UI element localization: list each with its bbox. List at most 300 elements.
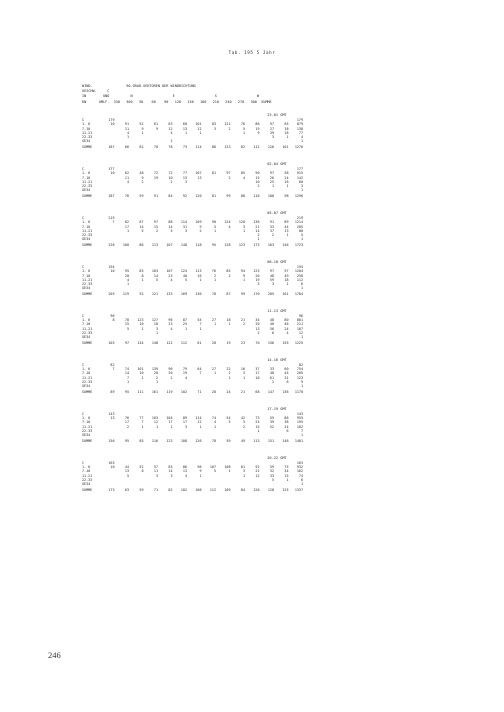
table-cell: 108 bbox=[267, 194, 274, 199]
table-cell: 9 bbox=[155, 126, 158, 131]
table-cell: 14 bbox=[168, 469, 173, 474]
table-cell bbox=[202, 286, 217, 290]
time-block bbox=[82, 355, 442, 394]
table-cell: 1 bbox=[300, 237, 303, 242]
table-cell bbox=[158, 286, 173, 290]
table-cell: 34 bbox=[284, 469, 289, 474]
table-cell: 2 bbox=[271, 380, 274, 385]
table-cell: 12 bbox=[197, 126, 202, 131]
table-cell: 61 bbox=[269, 375, 274, 380]
row-label: SUMME bbox=[82, 145, 93, 150]
table-cell: 82 bbox=[110, 362, 115, 367]
table-cell: 70 bbox=[153, 145, 158, 150]
table-cell: 128 bbox=[267, 487, 274, 492]
table-cell: 21 bbox=[240, 318, 245, 323]
table-cell: 61 bbox=[153, 122, 158, 127]
table-cell: 74 bbox=[124, 367, 129, 372]
table-cell: 86 bbox=[139, 243, 144, 248]
table-cell: 97 bbox=[269, 122, 274, 127]
table-cell: 74 bbox=[211, 416, 216, 421]
table-cell: 4 bbox=[170, 277, 173, 282]
table-cell: 17 bbox=[124, 420, 129, 425]
table-cell: 7 bbox=[300, 429, 303, 433]
table-cell: 136 bbox=[253, 220, 260, 225]
row-label: C bbox=[82, 215, 85, 220]
time-block-title: 02-04 GMT bbox=[267, 161, 287, 166]
table-cell: 77 bbox=[139, 416, 144, 421]
table-cell: 31 bbox=[284, 375, 289, 380]
table-cell: 4 bbox=[213, 420, 216, 425]
table-cell: 92 bbox=[182, 194, 187, 199]
table-cell: 38 bbox=[284, 420, 289, 425]
table-cell bbox=[202, 335, 217, 339]
table-cell bbox=[231, 237, 246, 241]
table-cell: 19 bbox=[255, 126, 260, 131]
table-cell: 4 bbox=[170, 130, 173, 135]
table-cell bbox=[274, 286, 289, 290]
table-cell: 1 bbox=[141, 375, 144, 380]
table-cell: 21 bbox=[255, 224, 260, 229]
table-cell: 4 bbox=[126, 277, 129, 282]
table-cell: 1723 bbox=[294, 243, 303, 248]
table-cell: 126 bbox=[267, 145, 274, 150]
table-cell: 250 bbox=[296, 273, 303, 278]
table-cell: 2 bbox=[228, 273, 231, 278]
table-cell: 1276 bbox=[294, 145, 303, 150]
table-cell: 6 bbox=[300, 477, 303, 482]
table-row bbox=[82, 384, 442, 388]
table-cell: 5 bbox=[155, 277, 158, 282]
table-cell: 113 bbox=[195, 269, 202, 274]
table-cell: 1 bbox=[300, 335, 303, 340]
table-cell: 85 bbox=[226, 269, 231, 274]
table-cell: 109 bbox=[195, 220, 202, 225]
row-label: GE34 bbox=[82, 139, 91, 144]
table-cell bbox=[231, 433, 246, 437]
table-cell bbox=[129, 188, 144, 192]
table-cell: 146 bbox=[282, 243, 289, 248]
table-cell: 3 bbox=[155, 473, 158, 478]
table-cell: 4 bbox=[170, 326, 173, 331]
table-cell: 96 bbox=[197, 465, 202, 470]
table-cell bbox=[260, 237, 275, 241]
table-cell: 102 bbox=[180, 487, 187, 492]
table-cell: 1 bbox=[141, 277, 144, 282]
table-cell: 109 bbox=[224, 487, 231, 492]
table-cell bbox=[216, 286, 231, 290]
table-cell: 4 bbox=[286, 331, 289, 336]
table-cell bbox=[129, 335, 144, 339]
row-label: C bbox=[82, 411, 85, 416]
table-cell: 124 bbox=[224, 220, 231, 225]
row-label: 22-33 bbox=[82, 331, 93, 336]
table-cell: 18 bbox=[284, 277, 289, 282]
table-cell: 2 bbox=[228, 126, 231, 131]
table-cell: 62 bbox=[139, 145, 144, 150]
table-cell: 59 bbox=[139, 194, 144, 199]
table-cell: 879 bbox=[296, 122, 303, 127]
table-cell: 170 bbox=[253, 292, 260, 297]
table-cell: 108 bbox=[224, 465, 231, 470]
table-cell: 205 bbox=[267, 292, 274, 297]
table-cell: 1 bbox=[213, 371, 216, 376]
row-label: 11-21 bbox=[82, 277, 93, 282]
table-cell: 60 bbox=[298, 179, 303, 184]
table-cell: 1 bbox=[155, 424, 158, 429]
table-cell bbox=[216, 482, 231, 486]
table-cell bbox=[144, 384, 159, 388]
table-cell: 96 bbox=[298, 313, 303, 318]
table-cell: 139 bbox=[151, 367, 158, 372]
table-cell: 89 bbox=[110, 390, 115, 395]
table-cell: 1 bbox=[184, 326, 187, 331]
table-cell: 19 bbox=[182, 371, 187, 376]
table-cell bbox=[202, 482, 217, 486]
table-cell: 6 bbox=[271, 331, 274, 336]
table-cell bbox=[100, 286, 115, 290]
table-cell: 103 bbox=[108, 341, 115, 346]
table-cell: 1 bbox=[213, 277, 216, 282]
table-cell bbox=[202, 139, 217, 143]
table-cell: 9 bbox=[300, 380, 303, 385]
table-cell: 63 bbox=[168, 122, 173, 127]
table-cell: 24 bbox=[284, 424, 289, 429]
table-cell: 136 bbox=[282, 390, 289, 395]
table-cell: 128 bbox=[224, 243, 231, 248]
table-cell bbox=[115, 286, 130, 290]
row-label: SUMME bbox=[82, 341, 93, 346]
table-cell bbox=[158, 384, 173, 388]
table-cell: 11 bbox=[153, 469, 158, 474]
table-cell bbox=[173, 433, 188, 437]
row-label: GE34 bbox=[82, 237, 91, 242]
table-cell: 88 bbox=[168, 220, 173, 225]
table-cell: 173 bbox=[108, 487, 115, 492]
table-cell bbox=[129, 433, 144, 437]
table-cell: 88 bbox=[240, 194, 245, 199]
table-cell: 9 bbox=[242, 273, 245, 278]
table-cell: 48 bbox=[269, 371, 274, 376]
table-cell: 37 bbox=[255, 367, 260, 372]
table-cell: 92 bbox=[139, 292, 144, 297]
table-cell: 7 bbox=[141, 420, 144, 425]
table-cell: 169 bbox=[180, 292, 187, 297]
table-cell: 65 bbox=[284, 122, 289, 127]
table-cell: 754 bbox=[296, 367, 303, 372]
table-cell: 1 bbox=[170, 139, 173, 144]
table-cell: 120 bbox=[238, 220, 245, 225]
block-spacer bbox=[82, 247, 442, 257]
page-number: 246 bbox=[48, 650, 61, 660]
table-cell: 114 bbox=[195, 145, 202, 150]
table-cell: 203 bbox=[108, 292, 115, 297]
table-cell: 111 bbox=[137, 390, 144, 395]
table-cell bbox=[158, 335, 173, 339]
table-cell: 1 bbox=[126, 282, 129, 287]
table-cell: 113 bbox=[151, 243, 158, 248]
table-cell bbox=[115, 482, 130, 486]
table-cell bbox=[100, 335, 115, 339]
table-cell: 1170 bbox=[294, 390, 303, 395]
table-cell: 71 bbox=[153, 487, 158, 492]
table-cell: 3 bbox=[271, 135, 274, 140]
block-spacer bbox=[82, 198, 442, 208]
table-cell: 48 bbox=[269, 318, 274, 323]
row-label: GE34 bbox=[82, 433, 91, 438]
table-cell: 10 bbox=[110, 465, 115, 470]
table-cell: 33 bbox=[269, 224, 274, 229]
row-label: 7-10 bbox=[82, 420, 91, 425]
table-row bbox=[82, 335, 442, 339]
table-cell: 80 bbox=[298, 228, 303, 233]
table-cell bbox=[129, 286, 144, 290]
row-label: 11-21 bbox=[82, 228, 93, 233]
table-cell: 161 bbox=[151, 390, 158, 395]
table-cell: 4 bbox=[228, 224, 231, 229]
table-cell: 71 bbox=[197, 390, 202, 395]
table-cell: 1 bbox=[257, 237, 260, 242]
table-cell: 2 bbox=[155, 228, 158, 233]
table-cell: 156 bbox=[108, 438, 115, 443]
table-cell: 1 bbox=[242, 130, 245, 135]
table-cell bbox=[187, 335, 202, 339]
table-cell bbox=[144, 482, 159, 486]
table-cell: 116 bbox=[253, 194, 260, 199]
table-cell: 1 bbox=[141, 424, 144, 429]
row-label: 1- 6 bbox=[82, 269, 91, 274]
table-cell: 1 bbox=[242, 375, 245, 380]
table-cell: 5 bbox=[242, 126, 245, 131]
table-cell: 4 bbox=[300, 135, 303, 140]
table-cell: 114 bbox=[180, 220, 187, 225]
table-cell: 3 bbox=[271, 282, 274, 287]
table-cell bbox=[260, 433, 275, 437]
table-cell: 2 bbox=[228, 371, 231, 376]
table-cell: 156 bbox=[267, 341, 274, 346]
table-cell: 14 bbox=[139, 224, 144, 229]
table-cell: 10 bbox=[110, 171, 115, 176]
table-cell: 112 bbox=[180, 341, 187, 346]
row-label: SUMME bbox=[82, 438, 93, 443]
table-cell bbox=[274, 482, 289, 486]
table-cell: 5 bbox=[271, 477, 274, 482]
table-cell: 59 bbox=[269, 277, 274, 282]
table-row bbox=[82, 433, 442, 437]
table-cell: 86 bbox=[211, 145, 216, 150]
table-cell bbox=[115, 139, 130, 143]
table-cell bbox=[144, 139, 159, 143]
table-cell bbox=[144, 188, 159, 192]
table-cell: 89 bbox=[284, 220, 289, 225]
table-cell bbox=[202, 188, 217, 192]
table-cell bbox=[260, 384, 275, 388]
table-cell: 1 bbox=[126, 228, 129, 233]
table-cell bbox=[115, 237, 130, 241]
table-cell: 123 bbox=[166, 438, 173, 443]
table-cell: 195 bbox=[296, 420, 303, 425]
table-cell: 9 bbox=[199, 469, 202, 474]
table-cell: 1 bbox=[242, 228, 245, 233]
table-cell: 1 bbox=[228, 375, 231, 380]
table-cell: 1764 bbox=[294, 292, 303, 297]
table-cell: 26 bbox=[255, 273, 260, 278]
table-cell: 19 bbox=[226, 341, 231, 346]
time-block bbox=[82, 110, 442, 149]
table-cell: 3 bbox=[184, 179, 187, 184]
row-label: 1- 6 bbox=[82, 318, 91, 323]
table-cell: 79 bbox=[182, 367, 187, 372]
row-label: 22-33 bbox=[82, 477, 93, 482]
table-cell: 143 bbox=[296, 411, 303, 416]
table-cell bbox=[202, 237, 217, 241]
time-block-title: 05-07 GMT bbox=[267, 210, 287, 215]
table-cell: 3 bbox=[242, 371, 245, 376]
table-cell: 116 bbox=[151, 438, 158, 443]
row-label: 22-33 bbox=[82, 429, 93, 433]
row-label: 1- 6 bbox=[82, 122, 91, 127]
table-cell: 108 bbox=[180, 438, 187, 443]
table-cell: 5 bbox=[126, 326, 129, 331]
table-cell: 28 bbox=[211, 341, 216, 346]
table-cell: 3 bbox=[170, 473, 173, 478]
row-label: SUMME bbox=[82, 390, 93, 395]
table-cell bbox=[274, 433, 289, 437]
table-cell: 81 bbox=[240, 465, 245, 470]
row-label: 1- 6 bbox=[82, 171, 91, 176]
time-block-title: 08-10 GMT bbox=[267, 259, 287, 264]
table-cell bbox=[216, 335, 231, 339]
table-cell: 1 bbox=[242, 277, 245, 282]
table-cell bbox=[158, 433, 173, 437]
wind-tables bbox=[82, 110, 442, 492]
table-header bbox=[82, 84, 272, 105]
table-cell: 60 bbox=[182, 122, 187, 127]
table-cell bbox=[245, 433, 260, 437]
table-cell: 72 bbox=[153, 171, 158, 176]
row-label: C bbox=[82, 362, 85, 367]
table-cell: 73 bbox=[255, 416, 260, 421]
table-cell: 100 bbox=[122, 243, 129, 248]
table-cell: 82 bbox=[298, 362, 303, 367]
table-cell: 8 bbox=[141, 469, 144, 474]
table-cell bbox=[173, 188, 188, 192]
table-cell: 177 bbox=[108, 166, 115, 171]
time-block-title: 23-01 GMT bbox=[267, 113, 287, 117]
table-cell: 801 bbox=[296, 318, 303, 323]
table-cell: 2 bbox=[155, 375, 158, 380]
table-cell: 2 bbox=[228, 175, 231, 180]
table-cell: 83 bbox=[139, 269, 144, 274]
table-cell: 52 bbox=[139, 465, 144, 470]
table-cell: 40 bbox=[269, 322, 274, 327]
table-cell: 7 bbox=[112, 367, 115, 372]
table-cell: 114 bbox=[195, 416, 202, 421]
table-cell: 123 bbox=[224, 145, 231, 150]
table-cell: 67 bbox=[139, 220, 144, 225]
table-cell: 52 bbox=[139, 122, 144, 127]
table-cell bbox=[260, 335, 275, 339]
table-cell: 59 bbox=[226, 438, 231, 443]
table-cell: 103 bbox=[151, 269, 158, 274]
table-cell: 119 bbox=[166, 390, 173, 395]
table-cell: 123 bbox=[296, 375, 303, 380]
table-cell: 133 bbox=[166, 292, 173, 297]
table-cell bbox=[115, 188, 130, 192]
table-cell: 10 bbox=[110, 122, 115, 127]
table-cell: 219 bbox=[296, 215, 303, 220]
table-cell: 15 bbox=[255, 424, 260, 429]
table-cell: 5 bbox=[228, 420, 231, 425]
table-cell: 194 bbox=[296, 264, 303, 269]
table-cell: 102 bbox=[180, 390, 187, 395]
table-cell: 59 bbox=[269, 465, 274, 470]
table-cell: 138 bbox=[296, 126, 303, 131]
table-cell: 123 bbox=[253, 269, 260, 274]
table-cell: 226 bbox=[108, 243, 115, 248]
table-cell: 13 bbox=[110, 416, 115, 421]
row-label: 7-10 bbox=[82, 224, 91, 229]
table-cell: 77 bbox=[298, 130, 303, 135]
row-label: 22-33 bbox=[82, 184, 93, 189]
row-label: 11-21 bbox=[82, 375, 93, 380]
table-cell: 121 bbox=[224, 122, 231, 127]
table-cell: 97 bbox=[284, 269, 289, 274]
table-cell: 9 bbox=[141, 175, 144, 180]
row-label: 11-21 bbox=[82, 130, 93, 135]
table-cell bbox=[173, 384, 188, 388]
table-cell: 103 bbox=[151, 416, 158, 421]
table-cell: 1 bbox=[141, 130, 144, 135]
table-cell: 1204 bbox=[294, 269, 303, 274]
table-cell: 73 bbox=[182, 145, 187, 150]
row-label: 22-33 bbox=[82, 233, 93, 238]
table-cell bbox=[187, 139, 202, 143]
table-cell: 955 bbox=[296, 416, 303, 421]
time-block-title: 20-22 GMT bbox=[267, 455, 287, 460]
table-cell: 122 bbox=[166, 341, 173, 346]
table-row bbox=[82, 488, 442, 492]
table-cell: 18 bbox=[226, 318, 231, 323]
row-label: 7-10 bbox=[82, 469, 91, 474]
table-cell: 86 bbox=[182, 465, 187, 470]
table-cell: 39 bbox=[269, 130, 274, 135]
table-cell: 1 bbox=[286, 135, 289, 140]
table-cell bbox=[144, 286, 159, 290]
table-cell bbox=[158, 188, 173, 192]
table-cell bbox=[100, 188, 115, 192]
block-spacer bbox=[82, 149, 442, 159]
table-cell bbox=[260, 188, 275, 192]
table-cell bbox=[187, 286, 202, 290]
table-cell: 127 bbox=[151, 318, 158, 323]
row-label: 1- 6 bbox=[82, 367, 91, 372]
table-cell: 211 bbox=[296, 322, 303, 327]
table-cell bbox=[245, 482, 260, 486]
table-cell: 5 bbox=[126, 473, 129, 478]
row-label: SUMME bbox=[82, 194, 93, 199]
page-title: Tab. 195 5 Jahr bbox=[228, 50, 276, 55]
table-cell: 84 bbox=[168, 194, 173, 199]
row-label: 11-21 bbox=[82, 326, 93, 331]
table-cell: 87 bbox=[226, 292, 231, 297]
table-cell bbox=[100, 482, 115, 486]
table-cell: 148 bbox=[180, 243, 187, 248]
table-cell: 54 bbox=[197, 318, 202, 323]
table-cell bbox=[144, 335, 159, 339]
table-cell: 179 bbox=[296, 118, 303, 122]
table-cell bbox=[216, 188, 231, 192]
table-cell: 205 bbox=[296, 224, 303, 229]
